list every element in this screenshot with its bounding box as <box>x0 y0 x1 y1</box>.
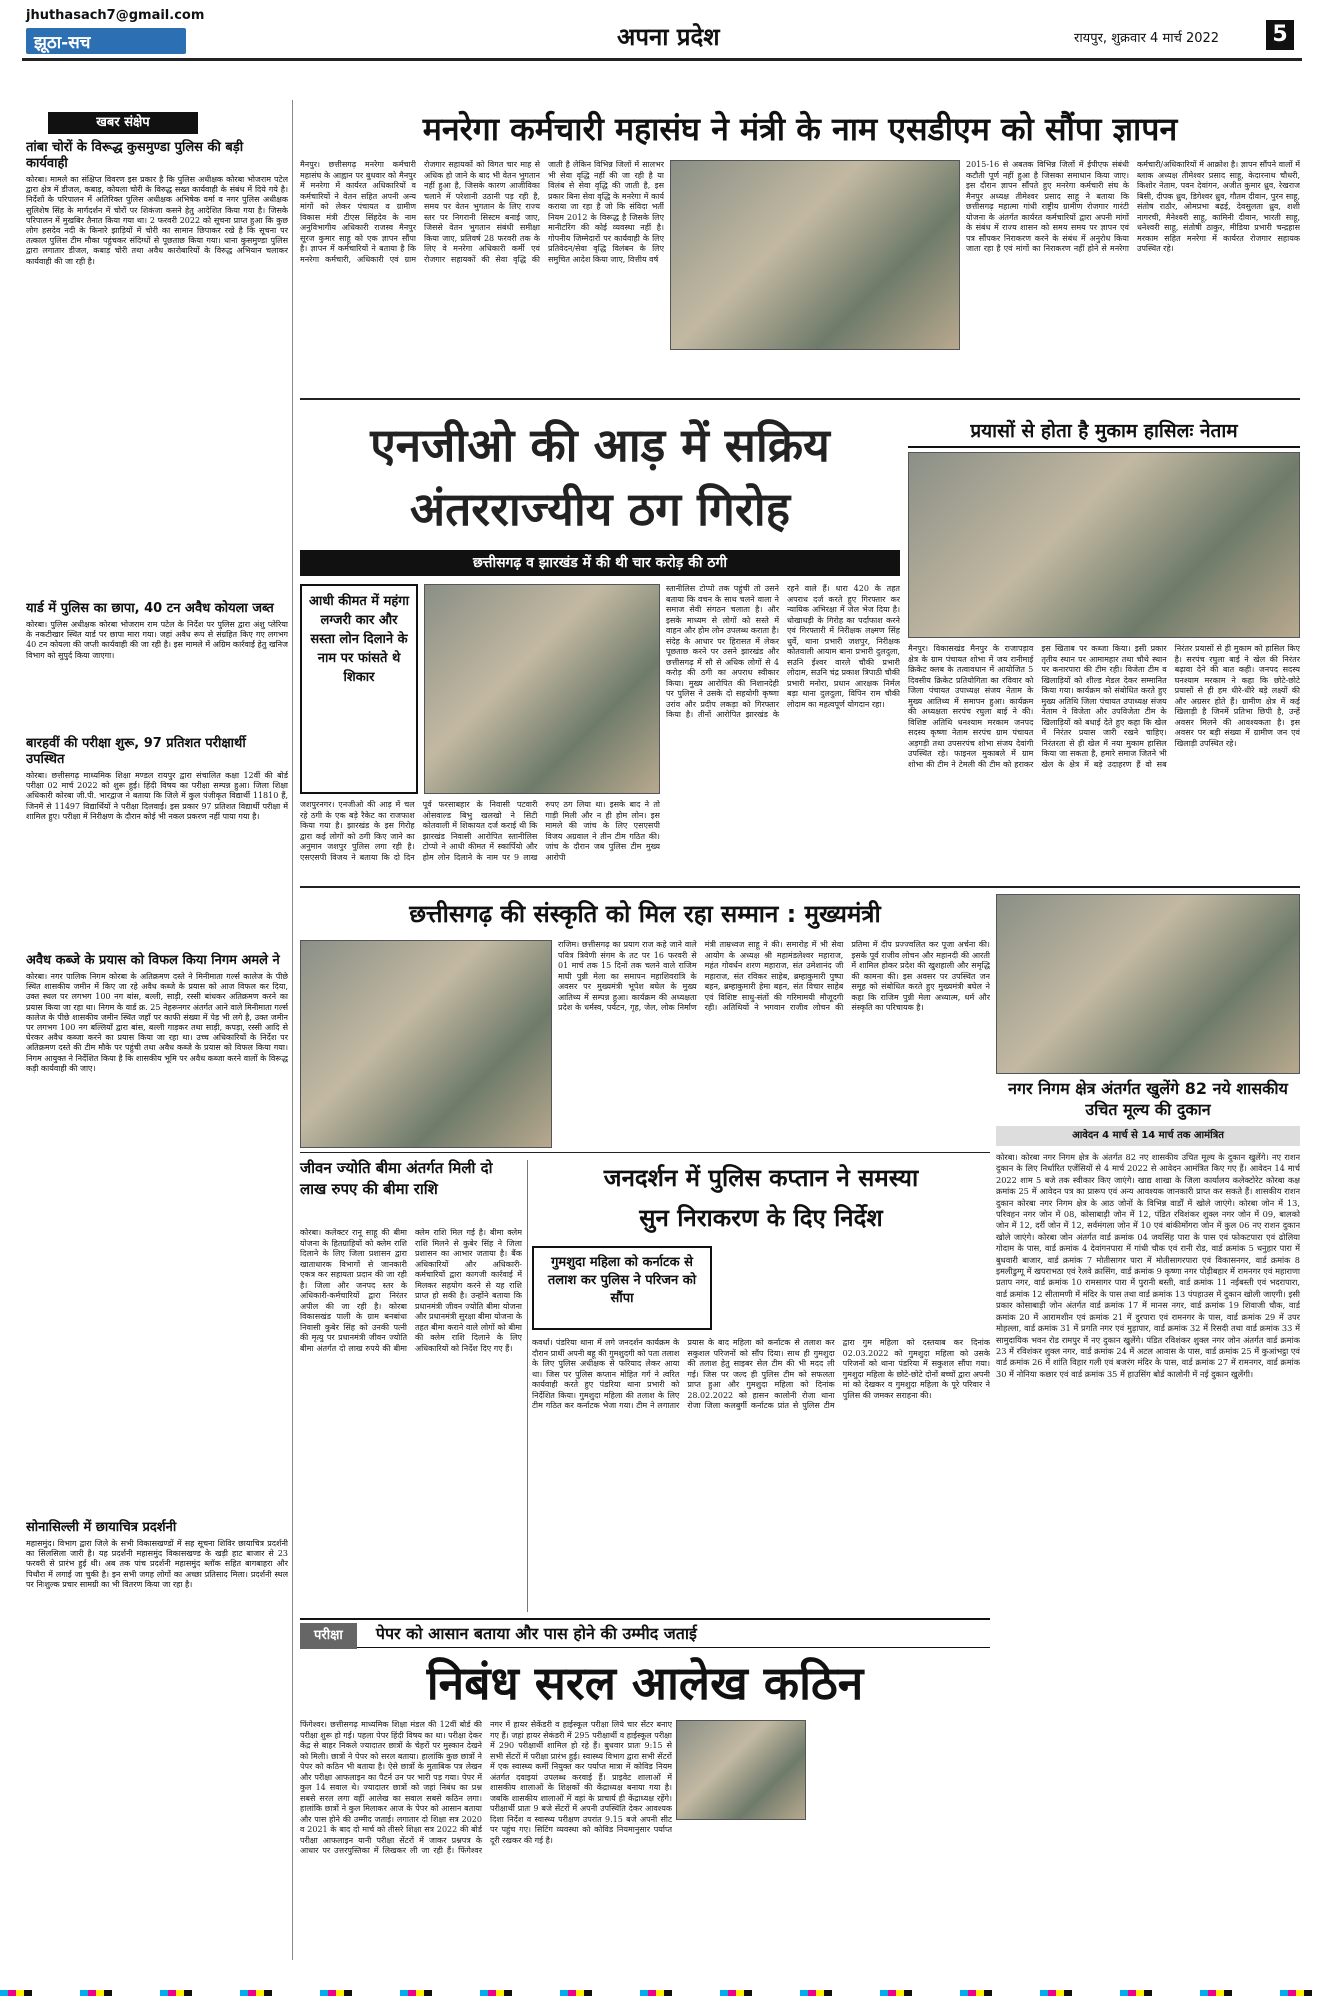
news-brief-label-box <box>48 112 198 134</box>
mid-rule-1 <box>300 886 1300 888</box>
story2-body-bottom: जशपुरनगर। एनजीओ की आड़ में चल रहे ठगी के एक बड़े रैकेट का राजफाश किया गया है। झारखंड के इस गिरोह द्वारा कई लोगों को ठगी किए जाने का अनुमान जशपुर पुलिस लगा रही है। एसएसपी विजय ने बताया कि दो दिन पूर्व फरसाबहार के निवासी पटवारी ओसवाल्ड बिभु खलखो ने सिटी कोतवाली में शिकायत दर्ज कराई थी कि झारखंड निवासी आरोपित स्तानीलिस टोप्पो ने आधी कीमत में स्कार्पियो और होम लोन दिलाने के नाम पर 9 लाख रुपए ठग लिया था। इसके बाद ने तो गाड़ी मिली और न ही होम लोन। इस मामले की जांच के लिए एसएसपी विजय अग्रवाल ने तीन टीम गठित की। जांच के दौरान जब पुलिस टीम मुख्य आरोपी <box>300 800 660 862</box>
story8-kicker-bar <box>300 1618 990 1648</box>
email-label[interactable]: jhuthasach7@gmail.com <box>26 8 205 23</box>
story5-headline: नगर निगम क्षेत्र अंतर्गत खुलेंगे 82 नये शासकीय उचित मूल्य की दुकान <box>1008 1079 1288 1119</box>
story7-sub-text: गुमशुदा महिला को कर्नाटक से तलाश कर पुलिस ने परिजन को सौंपा <box>547 1255 697 1306</box>
brief-body-1: कोरबा। मामले का संक्षिप्त विवरण इस प्रकार है कि पुलिस अधीक्षक कोरबा भोजराम पटेल द्वारा क्षेत्र में डीजल, कबाड़, कोयला चोरी के विरुद्ध सख्त कार्यवाही के संबंध में दिये गये है। निर्देशों के परिपालन में अतिरिक्त पुलिस अधीक्षक अभिषेक वर्मा व नगर पुलिस अधीक्षक सुलिशेष सिंह के मार्गदर्शन में चोरों पर शिकंजा कसने हेतु आदेशित किया गया है। जिसके परिपालन में मुखबिर तैनात किया गया था। 2 फरवरी 2022 को सूचना प्राप्त हुआ कि कुछ लोग हसदेव नदी के किनारे झाड़ियों में चोरी का सामान छिपाकर रखे है कि सूचना पर तत्काल पुलिस टीम मौका पहुंचकर संदिग्धों से पूछताछ किया गया। धाना कुसमुण्डा पुलिस द्वारा लगातार डीजल, कबाड़ चोरी तथा अवैध कारोबारियों के विरुद्ध अभियान चलाकर कार्यवाही की जा रही है। <box>26 175 288 266</box>
page-number: 5 <box>1266 20 1294 50</box>
story6-body: कोरबा। कलेक्टर रानू साहू की बीमा योजना के हितग्राहियों को क्लेम राशि दिलाने के लिए जिला प्रशासन द्वारा खाताधारक विभागों से जानकारी एकत्र कर सहायता प्रदान की जा रही है। जिला और जनपद स्तर के अधिकारी-कर्मचारियों द्वारा निरंतर अपील की जा रही है। कोरबा विकासखंड पाली के ग्राम बनबांधा निवासी कुबेर सिंह को उनकी पत्नी की मृत्यु पर प्रधानमंत्री जीवन ज्योति बीमा अंतर्गत दो लाख रुपये की बीमा क्लेम राशि मिल गई है। बीमा क्लेम राशि मिलने से कुबेर सिंह ने जिला प्रशासन का आभार जताया है। बैंक अधिकारियों और अधिकारी-कर्मचारियों द्वारा कागजी कार्रवाई में मिलकर सहयोग करने से यह राशि प्राप्त हो सकी है। उन्होंने बताया कि प्रधानमंत्री जीवन ज्योति बीमा योजना और प्रधानमंत्री सुरक्षा बीमा योजना के तहत बीमा कराने वाले लोगों को बीमा की क्लेम राशि दिलाने के लिए अधिकारियों को निर्देश दिए गए हैं। <box>300 1228 522 1353</box>
story2-headline-1: एनजीओ की आड़ में सक्रिय <box>370 418 830 472</box>
story5-deck-bar <box>996 1126 1300 1146</box>
story1-headline: मनरेगा कर्मचारी महासंघ ने मंत्री के नाम एसडीएम को सौंपा ज्ञापन <box>422 110 1178 148</box>
brief-body-4: कोरबा। नगर पालिक निगम कोरबा के अतिक्रमण दस्ते ने मिनीमाता गर्ल्स कालेज के पीछे स्थित शासकीय जमीन में किए जा रहे अवैध कब्जे के प्रयास को आज विफल कर दिया, उक्त स्थल पर लगभग 100 नग बांस, बल्ली, साड़ी, रस्सी बांधकर अतिक्रमण करने का प्रयास किया जा रहा था। निगम के वार्ड क्र. 25 नेहरूनगर अंतर्गत आने वाले मिनीमाता गर्ल्स कालेज के पीछे शासकीय जमीन स्थित जहाँ पर काफी संख्या में पेड़ भी लगे है, उक्त जमीन पर लगभग 100 नग बल्लियाँ द्वारा बांस, बल्ली गाड़कर तथा साड़ी, कपड़ा, रस्सी आदि से घेरकर अवैध कब्जा करने का प्रयास किया जा रहा था। उच्च अधिकारियों के निर्देश पर अतिक्रमण दस्ते की टीम मौके पर पहुंची तथा अवैध कब्जे के प्रयास को विफल किया गया। निगम आयुक्त ने निर्देशित किया है कि शासकीय भूमि पर अवैध कब्जा करने वालों के विरूद्ध कड़ी कार्यवाही की जाए। <box>26 972 288 1073</box>
brief-title-5: सोनासिल्ली में छायाचित्र प्रदर्शनी <box>26 1520 177 1535</box>
story3-headline: प्रयासों से होता है मुकाम हासिलः नेताम <box>970 420 1238 442</box>
mid-rule-2 <box>300 1152 990 1153</box>
story2-body-right: स्तानीलिस टोप्पो तक पहुंची तो उसने बताया कि वचन के साथ चलने वाला ने समाज सेवी संगठन चलाता है। और इसके माध्यम से लोगों को सस्ते में वाहन और होम लोन उपलब्ध कराता है। संदेह के आधार पर हिरासत में लेकर पूछताछ करने पर उसने झारखंड और छत्तीसगढ़ में सौ से अधिक लोगों से 4 करोड़ की ठगी का अपराध स्वीकार किया। मुख्य आरोपित की निशानदेही पर पुलिस ने उसके दो सहयोगी कृष्णा उरांव और प्रदीप लकड़ा को गिरफ्तार किया है। तीनों आरोपित झारखंड के रहने वाले हैं। धारा 420 के तहत अपराध दर्ज करते हुए गिरफ्तार कर न्यायिक अभिरक्षा में जेल भेज दिया है। धोखाधड़ी के गिरोह का पर्दाफाश करने एवं गिरफ्तारी में निरीक्षक लक्ष्मण सिंह धुर्वे, थाना प्रभारी जशपुर, निरीक्षक कोतवाली आयाम बाना प्रभारी दुलदुला, सउनि ईश्वर वारले चौकी प्रभारी लोदाम, सउनि चंद्र प्रकाश त्रिपाठी चौकी प्रभारी मनोरा, प्रधान आरक्षक निर्मल बड़ा थाना दुलदुला, विपिन राम चौकी लोदाम का महत्वपूर्ण योगदान रहा। <box>666 584 900 719</box>
story7-headline-1: जनदर्शन में पुलिस कप्तान ने समस्या <box>603 1164 919 1192</box>
masthead-rule <box>22 58 1302 61</box>
story4-headline: छत्तीसगढ़ की संस्कृति को मिल रहा सम्मान : मुख्यमंत्री <box>409 900 881 928</box>
news-brief-label: खबर संक्षेप <box>96 115 150 130</box>
brief-body-3: कोरबा। छत्तीसगढ़ माध्यमिक शिक्षा मण्डल रायपुर द्वारा संचालित कक्षा 12वीं की बोर्ड परीक्षा 02 मार्च 2022 को शुरू हुई। हिंदी विषय का परीक्षा सम्पन्न हुआ। जिला शिक्षा अधिकारी कोरबा जी.पी. भारद्वाज ने बताया कि जिले में कुल पंजीकृत विद्यार्थी 11810 हैं, जिनमें से 11497 विद्यार्थियों ने परीक्षा दिलवाई। इस प्रकार 97 प्रतिशत विद्यार्थी परीक्षा में शामिल हुए। परीक्षा में निरीक्षण के दौरान कोई भी नकल प्रकरण नहीं पाया गया है। <box>26 771 288 821</box>
brief-title-4: अवैध कब्जे के प्रयास को विफल किया निगम अमले ने <box>26 953 280 968</box>
masthead <box>22 6 1302 84</box>
story1-body-left: मैनपुर। छत्तीसगढ़ मनरेगा कर्मचारी महासंघ के आह्वान पर बुधवार को मैनपुर में मनरेगा में कार्यरत अधिकारियों व कर्मचारियों ने वेतन सहित अपनी अन्य मांगों को लेकर पंचायत व ग्रामीण विकास मंत्री टीएस सिंहदेव के नाम अनुविभागीय अधिकारी राजस्व मैनपुर सूरज कुमार साहू को एक ज्ञापन सौंपा है। ज्ञापन में कर्मचारियों ने बताया है कि मनरेगा कर्मचारी, अधिकारी एवं ग्राम रोजगार सहायकों को विगत चार माह से अधिक हो जाने के बाद भी वेतन भुगतान नहीं हुआ है, जिसके कारण आजीविका चलाने में परेशानी उठानी पड़ रही है, समय पर वेतन भुगतान के लिए राज्य स्तर पर निगरानी सिस्टम बनाई जाए, जिससे वेतन भुगतान संबंधी समीक्षा किया जाए, प्रतिवर्ष 28 फरवरी तक के लिए वे मनरेगा अधिकारी कर्मी एवं रोजगार सहायकों की सेवा वृद्धि की जाती है लेकिन विभिन्न जिलों में सालभर भी सेवा वृद्धि नहीं की जा रही है या विलंब से सेवा वृद्धि की जाती है, इस प्रकार बिना सेवा वृद्धि के मनरेगा में कार्य कराया जा रहा है जो कि संविदा भर्ती नियम 2012 के विरूद्ध है जिसके लिए मानीटरिंग की कोई व्यवस्था नहीं है। गोपनीय जिम्मेदारों पर कार्यवाही के लिए प्रतिवेदन/सेवा वृद्धि विलंबन के लिए समुचित आदेश किया जाए, वित्तीय वर्ष <box>300 160 664 264</box>
brief-body-5: महासमुंद। विभाग द्वारा जिले के सभी विकासखण्डों में सह सूचना शिविर छायाचित्र प्रदर्शनी का सिलसिला जारी है। यह प्रदर्शनी महासमुंद विकासखण्ड के खड़ी हाट बाजार से 23 फरवरी से प्रारंभ हुई थी। अब तक पांच प्रदर्शनी महासमुंद ब्लॉक सहित बागबाहरा और पिथौरा में लगाई जा चुकी है। इन सभी जगह लोगों का अच्छा प्रतिसाद मिला। प्रदर्शनी स्थल पर निःशुल्क प्रचार सामग्री का भी वितरण किया जा रहा है। <box>26 1539 288 1589</box>
story1-body-right: 2015-16 से अबतक विभिन्न जिलों में ईपीएफ संबंधी कटौती पूर्ण नहीं हुआ है जिसका समाधान किया जाए। इस दौरान ज्ञापन सौंपते हुए मनरेगा कर्मचारी संघ के मैनपुर अध्यक्ष तीमेश्वर प्रसाद साहू ने बताया कि छत्तीसगढ़ महात्मा गांधी राष्ट्रीय ग्रामीण रोजगार गारंटी योजना के अंतर्गत कार्यरत कर्मचारियों द्वारा अपनी मांगों के संबंध में राज्य शासन को समय समय पर ज्ञापन एवं पत्र सौंपकर निराकरण करने के संबंध में अनुरोध किया जाता रहा है एवं मांगों का निराकरण नहीं होने से मनरेगा कर्मचारी/अधिकारियों में आक्रोश है। ज्ञापन सौंपने वालों में ब्लाक अध्यक्ष तीमेश्वर प्रसाद साहू, केदारनाथ चौधरी, किशोर नेताम, पवन देवांगन, अजीत कुमार ध्रुव, रेखराज बिसी, दीपक ध्रुव, डिगेश्वर ध्रुव, गौतम दीवान, पुरन साहू, संतोष राठौर, ओमप्रभा बढ़ई, देवसुलता ध्रुव, शशी नागरची, मैनेश्वरी साहू, कामिनी दीवान, भारती साहू, धनेश्वरी साहू, संतोषी ठाकुर, मीडिया प्रभारी चन्द्रहास मरकाम सहित मनरेगा में कार्यरत रोजगार सहायक उपस्थित रहे। <box>966 160 1300 253</box>
story5-photo <box>996 894 1300 1074</box>
story2-callout-text: आधी कीमत में महंगा लग्जरी कार और सस्ता लोन दिलाने के नाम पर फांसते थे शिकार <box>309 594 409 685</box>
story2-headline-2: अंतरराज्यीय ठग गिरोह <box>409 482 791 536</box>
news-brief-column <box>26 76 288 1966</box>
brief-title-2: यार्ड में पुलिस का छापा, 40 टन अवैध कोयला जब्त <box>26 601 274 616</box>
brand-badge <box>26 28 186 54</box>
story2-callout <box>300 584 418 794</box>
brief-body-2: कोरबा। पुलिस अधीक्षक कोरबा भोजराम राम पटेल के निर्देश पर पुलिस द्वारा अंशु प्लेरिया के नकटीखार स्थित यार्ड पर छापा मारा गया। जहां अवैध रूप से संग्रहित किए गए लगभग 40 टन कोयला की जप्ती कार्यवाही की जा रही है। इस मामले में अग्रिम कार्रवाई हेतु खनिज विभाग को सुपुर्द किया जाएगा। <box>26 620 288 660</box>
brand-name: झूठा-सच <box>34 33 91 53</box>
story7-body: कवर्धा। पंडरिया थाना में लगे जनदर्शन कार्यक्रम के दौरान प्रार्थी अपनी बहू की गुमशुदगी को पता तलाश के लिए पुलिस अधीक्षक से फरियाद लेकर आया था। जिस पर पुलिस कप्तान मोहित गर्ग ने त्वरित कार्यवाही करते हुए पंडरिया थाना प्रभारी को निर्देशित किया। गुमशुदा महिला की तलाश के लिए टीम गठित कर कर्नाटक भेजा गया। टीम ने लगातार प्रयास के बाद महिला को कर्नाटक से तलाश कर सकुशल परिजनों को सौंप दिया। साथ ही गुमशुदा की तलाश हेतु साइबर सेल टीम की भी मदद ली गई। जिस पर जल्द ही पुलिस टीम को सफलता प्राप्त हुआ और गुमशुदा महिला को दिनांक 28.02.2022 को हासन कालोनी रोजा थाना रोजा जिला कलबुर्गी कर्नाटक प्रांत से पुलिस टीम द्वारा गुम महिला को दस्तयाब कर दिनांक 02.03.2022 को गुमशुदा महिला को उसके परिजनों को थाना पंडरिया में सकुशल सौंपा गया। गुमशुदा महिला के छोटे-छोटे दोनों बच्चों द्वारा अपनी मां को देखकर व गुमशुदा महिला के पूरे परिवार ने पुलिस की जमकर सराहना की। <box>532 1338 990 1410</box>
color-registration-strip <box>0 1990 1323 1996</box>
story6-divider <box>527 1160 528 1612</box>
story4-photo <box>300 940 552 1148</box>
story2-photo <box>424 584 660 794</box>
story5-body: कोरबा। कोरबा नगर निगम क्षेत्र के अंतर्गत 82 नए शासकीय उचित मूल्य के दुकान खुलेंगे। नए राशन दुकान के लिए निर्धारित एजेंसियों से 4 मार्च 2022 से आवेदन आमंत्रित किए गए हैं। आवेदन 14 मार्च 2022 शाम 5 बजे तक स्वीकार किए जाएंगे। खाद्य शाखा के जिला कार्यालय कलेक्टोरेट कोरबा कक्ष क्रमांक 25 में आवेदन पत्र का प्रारूप एवं अन्य आवश्यक जानकारी प्राप्त कर सकते हैं। शासकीय राशन दुकान कोरबा नगर निगम क्षेत्र के आठ जोनों के विभिन्न वार्डों में खोले जाएंगे। कोरबा जोन में 13, परिवहन नगर जोन में 08, कोसाबाड़ी जोन में 12, पंडित रविशंकर शुक्ल नगर जोन में 09, बालको जोन में 12, दर्री जोन में 12, सर्वमंगला जोन में 10 एवं बांकीमोंगरा जोन में कुल 06 नए राशन दुकान खोले जाएंगे। कोरबा जोन अंतर्गत वार्ड क्रमांक 04 जयसिंह पारा के पास एवं फोकटपारा एवं ढोलिया गोदाम के पास, वार्ड क्रमांक 4 देवांगनपारा में गांधी चौक एवं रानी रोड, वार्ड क्रमांक 5 धनुहार पारा में बुधवारी बाजार, वार्ड क्रमांक 7 मोतीसागर पारा में मोतीसागरपारा एवं विकासनगर, वार्ड क्रमांक 8 इमलीडुग्गू में खपराभठा एवं रेलवे क्रासिंग, वार्ड क्रमांक 9 कृष्णा नगर पोड़ीबहार में रामनगर एवं महाराणा प्रताप नगर, वार्ड क्रमांक 10 रामसागर पारा में पुरानी बस्ती, वार्ड क्रमांक 11 नईबस्ती एवं भदरापारा, वार्ड क्रमांक 12 सीतामणी में मंदिर के पास तथा वार्ड क्रमांक 13 पंपहाउस में दुकान खोली जाएगी। इसी प्रकार कोसाबाड़ी जोन अंतर्गत वार्ड क्रमांक 17 में मानस नगर, वार्ड क्रमांक 19 शिवाजी चौक, वार्ड क्रमांक 20 में आरामशीन एवं क्रमांक 21 में दुरपारा एवं रामनगर के पास, वार्ड क्रमांक 29 में उपर मोहल्ला, वार्ड क्रमांक 31 में प्रगति नगर एवं मुड़ापार, वार्ड क्रमांक 32 में रिसदी तथा वार्ड क्रमांक 33 में सामुदायिक भवन रोड रामपुर में नए दुकान खुलेंगे। पंडित रविशंकर शुक्ल नगर जोन अंतर्गत वार्ड क्रमांक 23 में रविशंकर शुक्ल नगर, वार्ड क्रमांक 24 में अटल आवास के पास, वार्ड क्रमांक 25 में कुआंभट्ठा एवं वार्ड क्रमांक 26 में शांति विहार गली एवं बजरंग मंदिर के पास, वार्ड क्रमांक 27 में रामनगर, वार्ड क्रमांक 30 में नोनिया कछार एवं वार्ड क्रमांक 35 में हाउसिंग बोर्ड कालोनी में नई दुकान खुलेंगी। <box>996 1152 1300 1379</box>
story8-photo <box>676 1720 806 1820</box>
story1-photo <box>670 160 960 350</box>
brief-title-3: बारहवीं की परीक्षा शुरू, 97 प्रतिशत परीक्षार्थी उपस्थित <box>26 736 246 767</box>
story2-subhead: छत्तीसगढ़ व झारखंड में की थी चार करोड़ की ठगी <box>472 555 728 571</box>
story8-body-right <box>812 1720 990 1952</box>
story5-deck: आवेदन 4 मार्च से 14 मार्च तक आमंत्रित <box>1072 1130 1224 1141</box>
story7-body-top <box>720 1246 990 1330</box>
story7-sub-box <box>532 1246 712 1330</box>
story3-photo <box>908 452 1300 638</box>
story1-rule <box>300 398 1300 400</box>
story8-headline: निबंध सरल आलेख कठिन <box>426 1656 864 1710</box>
story6-headline: जीवन ज्योति बीमा अंतर्गत मिली दो लाख रुपए की बीमा राशि <box>300 1159 493 1198</box>
story8-kicker: परीक्षा <box>300 1623 357 1649</box>
story2-subhead-bar <box>300 550 900 576</box>
story4-body: राजिम। छत्तीसगढ़ का प्रयाग राज कहे जाने वाले पवित्र त्रिवेणी संगम के तट पर 16 फरवरी से 01 मार्च तक 15 दिनों तक चलने वाले राजिम माघी पुन्नी मेला का समापन महाशिवरात्रि के अवसर पर मुख्यमंत्री भूपेश बघेल के मुख्य आतिथ्य में सम्पन्न हुआ। कार्यक्रम की अध्यक्षता प्रदेश के धर्मस्व, पर्यटन, गृह, जेल, लोक निर्माण मंत्री ताम्रध्वज साहू ने की। समारोह में भी सेवा आयोग के अध्यक्ष श्री महामंडलेश्वर महाराज, महंत गोवर्धन शरण महाराज, संत उमेशानंद जी महाराज, संत रविकर साहेब, ब्रम्हाकुमारी पुष्पा बहन, ब्रम्हाकुमारी हेमा बहन, संत विचार साहेब एवं विशिष्ट साधु-संतों की गरिमामयी मौजूदगी रही। अतिथियों ने भगवान राजीव लोचन की प्रतिमा में दीप प्रज्ज्वलित कर पूजा अर्चना की। इसके पूर्व राजीव लोचन और महानदी की आरती में शामिल होकर प्रदेश की खुशहाली और समृद्धि की कामना की। इस अवसर पर उपस्थित जन समूह को संबोधित करते हुए मुख्यमंत्री बघेल ने कहा कि राजिम पुन्नी मेला अध्यात्म, धर्म और संस्कृति का परिचायक है। <box>558 940 990 1012</box>
story3-headline-bar <box>908 416 1300 448</box>
brief-title-1: तांबा चोरों के विरूद्ध कुसमुण्डा पुलिस की बड़ी कार्यवाही <box>26 140 244 171</box>
story3-body: मैनपुर। विकासखंड मैनपुर के राजापड़ाव क्षेत्र के ग्राम पंचायत शोभा में जय रानीमाई क्रिकेट क्लब के तत्वावधान में आयोजित 5 दिवसीय क्रिकेट प्रतियोगिता का रविवार को जिला पंचायत उपाध्यक्ष संजय नेताम के मुख्य आतिथ्य में समापन हुआ। कार्यक्रम की अध्यक्षता सरपंच रघुला बाई ने की। विशिष्ट अतिथि धनश्याम मरकाम जनपद सदस्य कृष्णा नेताम सरपंच ग्राम पंचायत अड़गड़ी तथा उपसरपंच शोभा संजय देवांगी उपस्थित रहे। फाइनल मुकाबले में ग्राम शोभा की टीम ने टेमली की टीम को हराकर इस खिताब पर कब्जा किया। इसी प्रकार तृतीय स्थान पर आमामहार तथा चौथे स्थान पर कनारपारा की टीम रही। विजेता टीम व खिलाड़ियों को शील्ड मेडल देकर सम्मानित किया गया। कार्यक्रम को संबोधित करते हुए मुख्य अतिथि जिला पंचायत उपाध्यक्ष संजय नेताम ने विजेता और उपविजेता टीम के खिलाड़ियों को बधाई देते हुए कहा कि खेल में निरंतर प्रयास जारी रखने चाहिए। निरंतरता से ही खेल में नया मुकाम हासिल किया जा सकता है, हमारे समाज जितने भी खेल के क्षेत्र में बड़े उदाहरण हैं वो सब निरंतर प्रयासों से ही मुकाम को हासिल किए है। सरपंच रघुला बाई ने खेल की निरंतर बढ़ावा देने की बात कही। जनपद सदस्य घनश्याम मरकाम ने कहा कि छोटे-छोटे प्रयासों से ही हम धीरे-धीरे बड़े लक्ष्यों की और अग्रसर होते हैं। ग्रामीण क्षेत्र में कई खिलाड़ी है जिनमें प्रतिभा छिपी है, उन्हें अवसर मिलने की आवश्यकता है। इस अवसर पर बड़ी संख्या में ग्रामीण जन एवं खिलाड़ी उपस्थित रहे। <box>908 644 1300 769</box>
story8-body-left: फिंगेश्वर। छत्तीसगढ़ माध्यमिक शिक्षा मंडल की 12वीं बोर्ड की परीक्षा शुरू हो गई। पहला पेपर हिंदी विषय का था। परीक्षा देकर केंद्र से बाहर निकले ज्यादातर छात्रों के चेहरों पर मुस्कान देखने को मिली। छात्रों ने पेपर को सरल बताया। हालांकि कुछ छात्रों ने पेपर को कठिन भी बताया है। ऐसे छात्रों के मुताबिक पत्र लेखन और परीक्षा आफलाइन का पैटर्न उन पर भारी पड़ गया। पेपर में कुल 14 सवाल थे। ज्यादातर छात्रों को जहां निबंध का प्रश्न सबसे सरल लगा वहीं आलेख का सवाल सबसे कठिन लगा। हालांकि छात्रों ने कुल मिलाकर आज के पेपर को आसान बताया और पास होने की उम्मीद जताई। लगातार दो शिक्षा सत्र 2020 व 2021 के बाद दो मार्च को तीसरे शिक्षा सत्र 2022 की बोर्ड परीक्षा आफलाइन यानी परीक्षा सेंटरों में जाकर प्रश्नपत्र के आधार पर उत्तरपुस्तिका में लिखकर ली जा रही हैं। फिंगेश्वर नगर में हायर सेकेंडरी व हाईस्कूल परीक्षा लिये चार सेंटर बनाए गए हैं। जहां हायर सेकंडरी में 295 परीक्षार्थी व हाईस्कूल परीक्षा में 290 परीक्षार्थी शामिल हो रहे हैं। बुधवार प्रातः 9:15 से सभी सेंटरों में परीक्षा प्रारंभ हुई। स्वास्थ्य विभाग द्वारा सभी सेंटरों में एक स्वास्थ्य कर्मी नियुक्त कर पर्याप्त मात्रा में कोविड नियम अंतर्गत दवाइयां उपलब्ध करवाई हैं। प्राइवेट शालाओं में शासकीय शालाओं के शिक्षकों की केंद्राध्यक्ष बनाया गया है। जबकि शासकीय शालाओं में वहां के प्राचार्य ही केंद्राध्यक्ष रहेंगे। परीक्षार्थी प्रातः 9 बजे सेंटरों में अपनी उपस्थिति देकर आवश्यक दिशा निर्देश व स्वास्थ्य परीक्षण उपरांत 9.15 बजे अपनी सीट पर पहुंच गए। सिटिंग व्यवस्था को कोविड नियमानुसार पर्याप्त दूरी रखकर की गई है। <box>300 1720 672 1855</box>
dateline: रायपुर, शुक्रवार 4 मार्च 2022 <box>1074 31 1220 46</box>
sidebar-divider <box>292 100 293 1960</box>
story8-kicker-text: पेपर को आसान बताया और पास होने की उम्मीद जताई <box>375 1624 697 1643</box>
section-title: अपना प्रदेश <box>617 22 720 51</box>
story7-headline-2: सुन निराकरण के दिए निर्देश <box>639 1204 883 1232</box>
